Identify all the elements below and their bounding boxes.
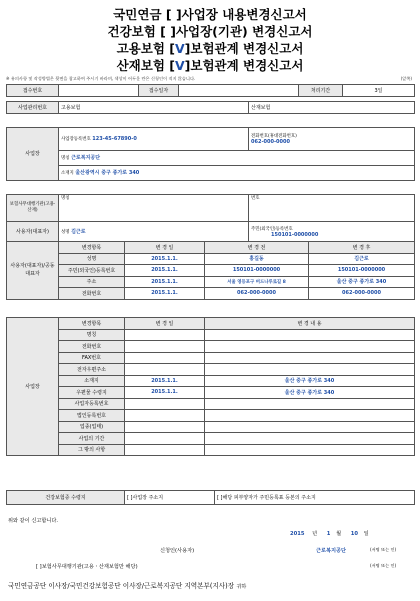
table-row <box>7 253 415 265</box>
wc-content <box>205 341 415 353</box>
ec-before: 062-000-0000 <box>205 288 309 300</box>
wc-date <box>125 398 205 410</box>
date-year: 2015 <box>290 531 305 537</box>
workplace-addr-value: 울산광역시 중구 종가로 340 <box>75 170 140 176</box>
ec-after: 150101-0000000 <box>309 265 415 277</box>
ec-after: 울산 중구 종가로 340 <box>309 276 415 288</box>
agency-section-label: 보험사무대행기관(고용·산재) <box>7 194 59 221</box>
title-pension: 국민연금 [ ]사업장 내용변경신고서 <box>113 7 307 22</box>
phone-cell <box>249 127 415 150</box>
wc-content <box>205 433 415 445</box>
wc-item: 전화번호 <box>59 341 125 353</box>
recipient-option-workplace[interactable]: [ ]사업장 주소지 <box>125 491 215 505</box>
wc-content: 울산 중구 종가로 340 <box>205 375 415 387</box>
wc-content <box>205 329 415 341</box>
employer-name-cell <box>59 221 249 242</box>
ec-date: 2015.1.1. <box>125 276 205 288</box>
workplace-table <box>6 101 415 243</box>
table-row <box>7 364 415 376</box>
mgmt-no-label: 사업관리번호 <box>7 102 59 114</box>
applicant-label: 신청인(사용자) <box>160 548 195 554</box>
wc-item: 전자우편주소 <box>59 364 125 376</box>
table-row <box>7 276 415 288</box>
addressee-suffix: 귀하 <box>236 584 247 590</box>
table-row <box>7 265 415 277</box>
wc-date <box>125 433 205 445</box>
wc-date <box>125 341 205 353</box>
ec-item: 전화번호 <box>59 288 125 300</box>
applicant-name: 근로복지공단 <box>316 548 347 554</box>
ec-before: 서울 영등포구 버드나루로길 8 <box>205 276 309 288</box>
wc-date <box>125 444 205 456</box>
ec-after: 김근로 <box>309 253 415 265</box>
employer-section-label: 사용자(대표자) <box>7 221 59 242</box>
agency-name-label: 명칭 <box>61 195 70 201</box>
receipt-table <box>6 84 415 97</box>
wc-content <box>205 398 415 410</box>
employer-changes-section: 사용자(대표자)/공동대표자 <box>7 242 59 300</box>
phone-value: 062-000-0000 <box>251 138 290 145</box>
ec-header-before: 변 경 전 <box>205 242 309 254</box>
workplace-reg-cell <box>59 127 249 150</box>
title-industrial: 산재보험 [V]보험관계 변경신고서 <box>116 58 304 73</box>
wc-header-item: 변경항목 <box>59 318 125 330</box>
wc-item: FAX번호 <box>59 352 125 364</box>
date-month: 1 <box>326 531 331 537</box>
year-unit: 년 <box>312 531 318 537</box>
wc-content <box>205 410 415 422</box>
period-label: 처리기간 <box>299 85 343 97</box>
ec-date: 2015.1.1. <box>125 265 205 277</box>
wc-item: 사업의 기간 <box>59 433 125 445</box>
agency-sign: (서명 또는 인) <box>370 563 397 568</box>
employer-id-cell <box>249 221 415 242</box>
workplace-addr-cell <box>59 165 415 180</box>
wc-date <box>125 410 205 422</box>
employer-changes-table <box>6 241 415 300</box>
receipt-date-label: 접수일자 <box>139 85 179 97</box>
wc-date <box>125 352 205 364</box>
wc-item: 업종(업태) <box>59 421 125 433</box>
table-row <box>7 288 415 300</box>
wc-header-content: 변 경 내 용 <box>205 318 415 330</box>
employer-name-value: 김근로 <box>71 229 86 235</box>
addressee <box>8 580 246 590</box>
table-row <box>7 352 415 364</box>
workplace-addr-label: 소재지 <box>61 171 74 176</box>
ec-header-date: 변 경 일 <box>125 242 205 254</box>
applicant-sign: (서명 또는 인) <box>370 547 397 552</box>
period-value: 3일 <box>343 85 415 97</box>
page-side: (앞쪽) <box>400 76 412 81</box>
wc-content <box>205 364 415 376</box>
wc-header-date: 변 경 일 <box>125 318 205 330</box>
date-day: 10 <box>350 531 358 537</box>
wc-date: 2015.1.1. <box>125 387 205 399</box>
wc-date: 2015.1.1. <box>125 375 205 387</box>
title-employment: 고용보험 [V]보험관계 변경신고서 <box>116 41 304 56</box>
ec-after: 062-000-0000 <box>309 288 415 300</box>
recipient-table <box>6 490 415 505</box>
agency-no-cell <box>249 194 415 221</box>
mgmt-industrial: 산재보험 <box>249 102 415 114</box>
wc-date <box>125 329 205 341</box>
agency-name-cell <box>59 194 249 221</box>
wc-content <box>205 421 415 433</box>
workplace-name-cell <box>59 150 415 165</box>
table-row <box>7 410 415 422</box>
agency-no-label: 번호 <box>251 195 260 201</box>
table-row <box>7 329 415 341</box>
wc-item: 법인등록번호 <box>59 410 125 422</box>
workplace-name-value: 근로복지공단 <box>71 155 101 161</box>
recipient-option-dependent[interactable]: [ ]해당 피부양자가 주민등록표 등본의 주소지 <box>215 491 415 505</box>
ec-header-after: 변 경 후 <box>309 242 415 254</box>
table-row <box>7 398 415 410</box>
recipient-label: 건강보험증 수령지 <box>7 491 125 505</box>
addressee-text: 국민연금공단 이사장/국민건강보험공단 이사장/근로복지공단 지역본부(지사)장 <box>8 582 235 590</box>
wc-content: 울산 중구 종가로 340 <box>205 387 415 399</box>
receipt-no-label: 접수번호 <box>7 85 59 97</box>
receipt-date-value <box>179 85 299 97</box>
day-unit: 일 <box>363 531 369 537</box>
phone-label: 전화번호(휴대전화번호) <box>251 133 297 139</box>
table-row <box>7 433 415 445</box>
receipt-no-value <box>59 85 139 97</box>
notice-text: ※ 유의사항 및 작성방법은 뒷면을 참고하여 주시기 바라며, 색상이 어두운 란은 신청인이 적지 않습니다. (앞쪽) <box>6 76 412 81</box>
ec-date: 2015.1.1. <box>125 253 205 265</box>
wc-item: 명칭 <box>59 329 125 341</box>
ec-item: 성명 <box>59 253 125 265</box>
agency-sign-label: [ ]보험사무대행기관(고용ㆍ산재보험만 해당) <box>36 564 138 570</box>
ec-before: 150101-0000000 <box>205 265 309 277</box>
wc-item: 우편물 수령지 <box>59 387 125 399</box>
workplace-changes-table <box>6 317 415 456</box>
reg-no-value: 123-45-67890-0 <box>92 135 137 142</box>
date-line <box>290 530 369 537</box>
wc-date <box>125 421 205 433</box>
wc-item: 그 밖의 사항 <box>59 444 125 456</box>
table-row <box>7 421 415 433</box>
workplace-changes-section: 사업장 <box>7 318 59 456</box>
wc-item: 소재지 <box>59 375 125 387</box>
table-row <box>7 375 415 387</box>
title-health: 건강보험 [ ]사업장(기관) 변경신고서 <box>107 24 313 39</box>
reg-no-label: 사업장등록번호 <box>61 136 91 142</box>
ec-item: 주민(외국인)등록번호 <box>59 265 125 277</box>
declaration-text: 위와 같이 신고합니다. <box>8 518 59 524</box>
mgmt-employment: 고용보험 <box>59 102 249 114</box>
month-unit: 월 <box>336 531 342 537</box>
ec-header-item: 변경항목 <box>59 242 125 254</box>
employer-name-label: 성명 <box>61 230 70 235</box>
table-row <box>7 444 415 456</box>
table-row <box>7 387 415 399</box>
table-row <box>7 341 415 353</box>
wc-content <box>205 444 415 456</box>
workplace-section-label: 사업장 <box>7 127 59 180</box>
ec-item: 주소 <box>59 276 125 288</box>
ec-date: 2015.1.1. <box>125 288 205 300</box>
wc-item: 사업자등록번호 <box>59 398 125 410</box>
wc-date <box>125 364 205 376</box>
employer-id-value: 150101-0000000 <box>271 231 319 238</box>
workplace-name-label: 명칭 <box>61 156 70 161</box>
employer-id-label: 주민(외국인)등록번호 <box>251 226 293 232</box>
ec-before: 홍길동 <box>205 253 309 265</box>
wc-content <box>205 352 415 364</box>
